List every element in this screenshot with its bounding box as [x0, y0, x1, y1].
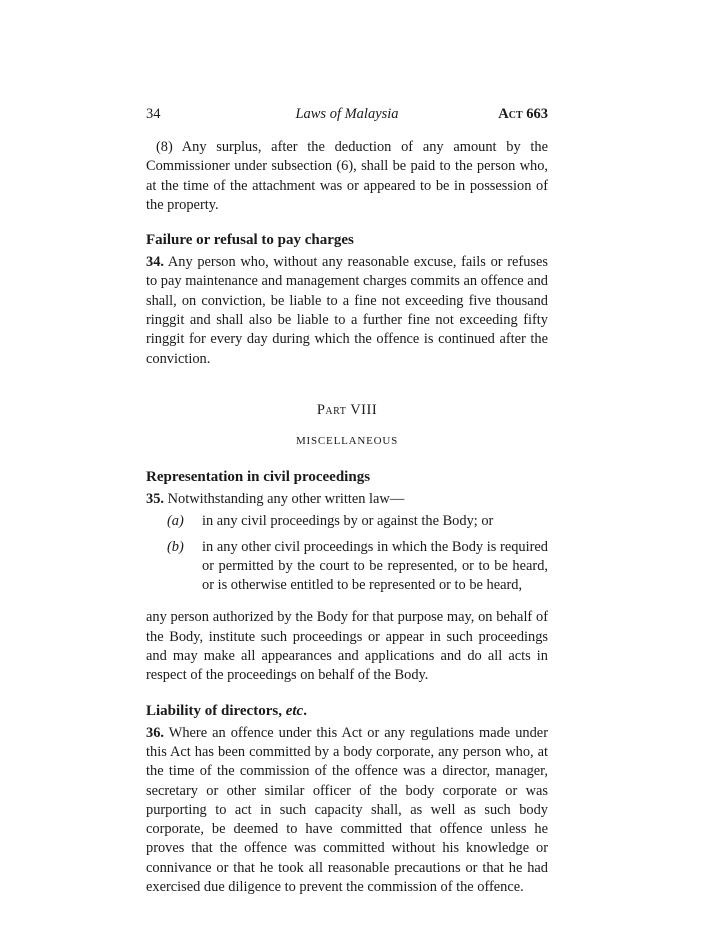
section-36-body: [146, 724, 548, 898]
part-label: Part: [316, 401, 347, 418]
section-36-heading: [146, 701, 548, 721]
part-number: VIII: [350, 401, 378, 418]
paragraph-b: [167, 538, 548, 596]
paragraph-b-label: (b): [167, 538, 184, 555]
law-title: Laws of Malaysia: [295, 106, 399, 122]
section-34-text: Any person who, without any reasonable excuse, fails or refuses to pay maintenance and management charges commits an offence and shall, on conviction, be liable to a fine not exceeding five thousand ringgit and shall also be liable to a further fine not exceeding fifty ringgit for every day during which the offence is continued after the conviction.: [146, 254, 548, 367]
paragraph-b-text: in any other civil proceedings in which the Body is required or permitted by the court to be represented, or to be heard, or is otherwise entitled to be represented or to be heard,: [202, 538, 548, 594]
section-35-number: 35.: [146, 490, 164, 507]
section-36-heading-etc: etc: [285, 702, 304, 719]
page-number: 34: [146, 106, 161, 122]
section-34-body: [146, 253, 548, 369]
section-35-closing: any person authorized by the Body for that purpose may, on behalf of the Body, institute such proceedings or appear in such proceedings and may make all appearances and applications and do all acts in respect of the proceedings on behalf of the Body.: [146, 609, 548, 684]
section-35-intro: [146, 490, 548, 509]
paragraph-a-label: (a): [167, 513, 184, 530]
paragraph-a-text: in any civil proceedings by or against the Body; or: [202, 513, 494, 530]
part-title: [146, 400, 548, 420]
act-number: 663: [526, 106, 548, 122]
subsection-8: (8) Any surplus, after the deduction of any amount by the Commissioner under subsection (6), shall be paid to the person who, at the time of the attachment was or appeared to be in possession of the property.: [146, 139, 548, 213]
section-36-number: 36.: [146, 724, 164, 741]
act-prefix: Act: [498, 106, 523, 122]
section-35-heading: Representation in civil proceedings: [146, 468, 371, 485]
act-reference: [498, 104, 548, 124]
section-34-number: 34.: [146, 254, 164, 271]
paragraph-a: [167, 512, 548, 531]
section-34-heading: Failure or refusal to pay charges: [146, 232, 354, 249]
section-35-intro-text: Notwithstanding any other written law—: [167, 490, 405, 507]
document-page: [146, 104, 548, 897]
part-subtitle: MISCELLANEOUS: [295, 434, 399, 447]
section-36-heading-end: .: [303, 702, 307, 719]
section-36-text: Where an offence under this Act or any regulations made under this Act has been committed by a body corporate, any person who, at the time of the commission of the offence was a director, manager, secretary or other similar officer of the body corporate or was purporting to act in such capacity shall, as well as such body corporate, be deemed to have committed that offence unless he proves that the offence was committed without his knowledge or connivance or that he took all reasonable precautions or that he had exercised due diligence to prevent the commission of the offence.: [146, 724, 548, 896]
running-header: [146, 104, 548, 124]
section-36-heading-main: Liability of directors,: [146, 702, 282, 719]
